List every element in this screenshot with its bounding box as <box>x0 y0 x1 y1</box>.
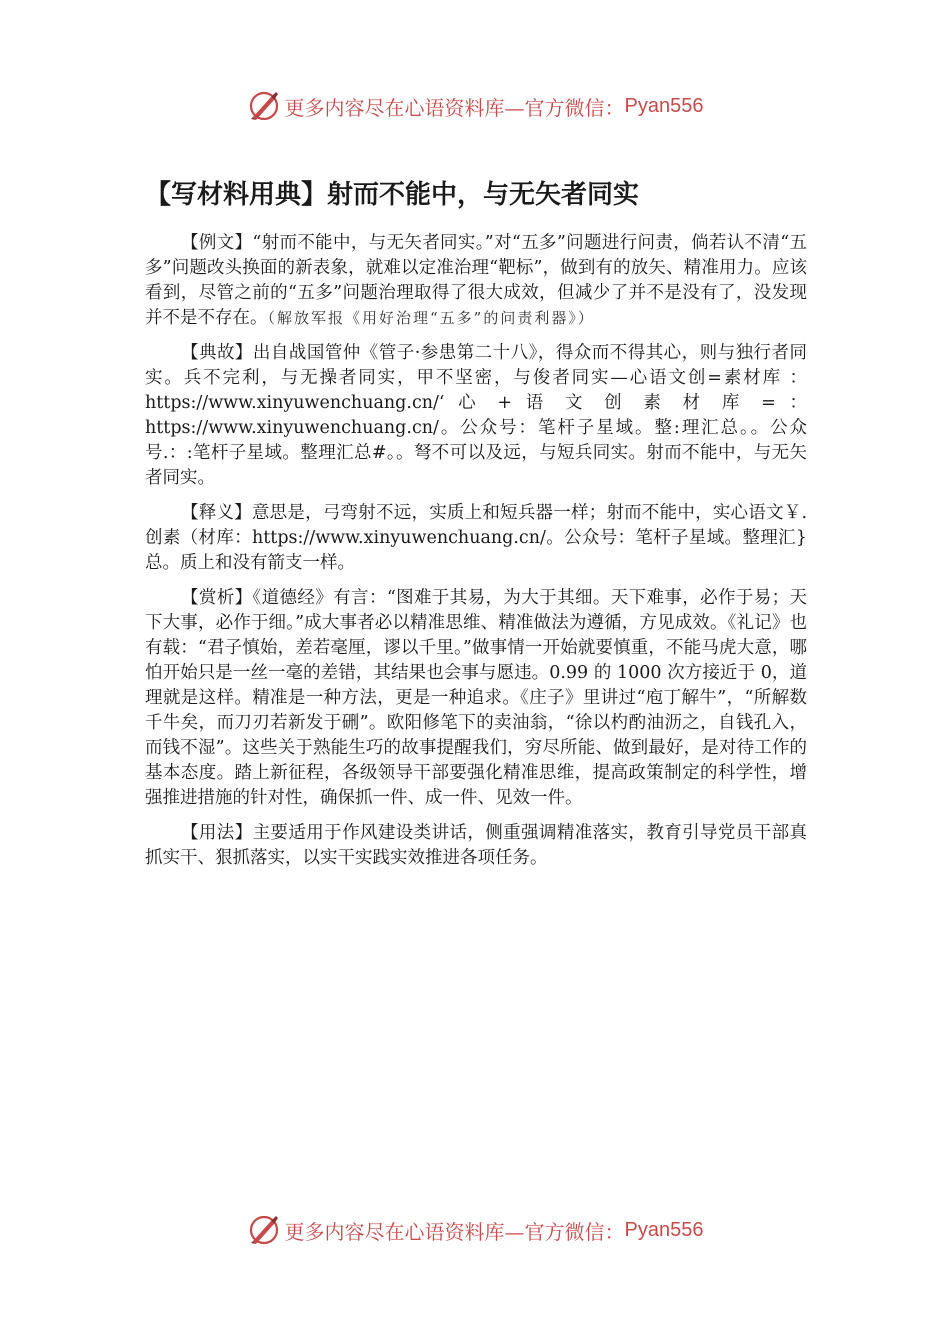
pen-circle-logo-icon <box>247 1213 281 1247</box>
footer-slogan: 更多内容尽在心语资料库—官方微信： <box>284 1219 625 1244</box>
article-title: 【写材料用典】射而不能中，与无矢者同实 <box>145 180 640 210</box>
section-text: 意思是，弓弯射不远，实质上和短兵器一样；射而不能中，实心语文￥.创素（材库：https://www.xinyuwenchuang.cn/。公众号：笔杆子星域。整理汇}总。质上和没有箭支一样。 <box>145 503 808 573</box>
footer-wechat-id: Pyan556 <box>624 1218 704 1241</box>
section-usage <box>145 821 807 871</box>
pen-circle-logo-icon <box>247 89 281 123</box>
footer-banner <box>0 1210 950 1250</box>
section-text: “射而不能中，与无矢者同实。”对“五多”问题进行问责，倘若认不清“五多”问题改头换面的新表象，就难以定准治理“靶标”，做到有的放矢、精准用力。应该看到，尽管之前的“五多”问题治理取得了很大成效，但减少了并不是没有了，没发现并不是不存在。 <box>145 233 808 328</box>
section-appreciation <box>145 586 807 811</box>
section-label: 【释义】 <box>181 503 252 523</box>
section-source: （解放军报《用好治理“五多”的问责利器》） <box>267 309 595 327</box>
section-text: 主要适用于作风建设类讲话，侧重强调精准落实，教育引导党员干部真抓实干、狠抓落实，以实干实践实效推进各项任务。 <box>145 823 808 868</box>
section-meaning <box>145 501 807 576</box>
header-slogan: 更多内容尽在心语资料库—官方微信： <box>284 95 625 120</box>
section-label: 【例文】 <box>181 233 253 253</box>
section-label: 【典故】 <box>181 343 253 363</box>
section-allusion <box>145 341 807 491</box>
section-example <box>145 231 807 331</box>
section-label: 【用法】 <box>181 823 253 843</box>
header-wechat-id: Pyan556 <box>624 94 704 117</box>
section-label: 【赏析】 <box>181 588 253 608</box>
article-body <box>145 231 807 881</box>
header-banner <box>0 86 950 126</box>
section-text: 出自战国管仲《管子·参患第二十八》，得众而不得其心，则与独行者同实。兵不完利，与无操者同实，甲不坚密，与俊者同实—心语文创=素材库 ： https://www.xinyuwenchuang.cn/‘ 心 + 语 文 创 素 材 库 = ： https://www.xinyuwenchuang.cn/。公众号：笔杆子星域。整:理汇总。。公众号.：:笔杆子星域。整理汇总#。。弩不可以及远，与短兵同实。射而不能中，与无矢者同实。 <box>145 343 808 488</box>
section-text: 《道德经》有言：“图难于其易，为大于其细。天下难事，必作于易；天下大事，必作于细。”成大事者必以精准思维、精准做法为遵循，方见成效。《礼记》也有载：“君子慎始，差若毫厘，谬以千里。”做事情一开始就要慎重，不能马虎大意，哪怕开始只是一丝一毫的差错，其结果也会事与愿违。0.99 的 1000 次方接近于 0，道理就是这样。精准是一种方法，更是一种追求。《庄子》里讲过“庖丁解牛”，“所解数千牛矣，而刀刃若新发于硎”。欧阳修笔下的卖油翁，“徐以杓酌油沥之，自钱孔入，而钱不湿”。这些关于熟能生巧的故事提醒我们，穷尽所能、做到最好，是对待工作的基本态度。踏上新征程，各级领导干部要强化精准思维，提高政策制定的科学性，增强推进措施的针对性，确保抓一件、成一件、见效一件。 <box>145 588 808 808</box>
